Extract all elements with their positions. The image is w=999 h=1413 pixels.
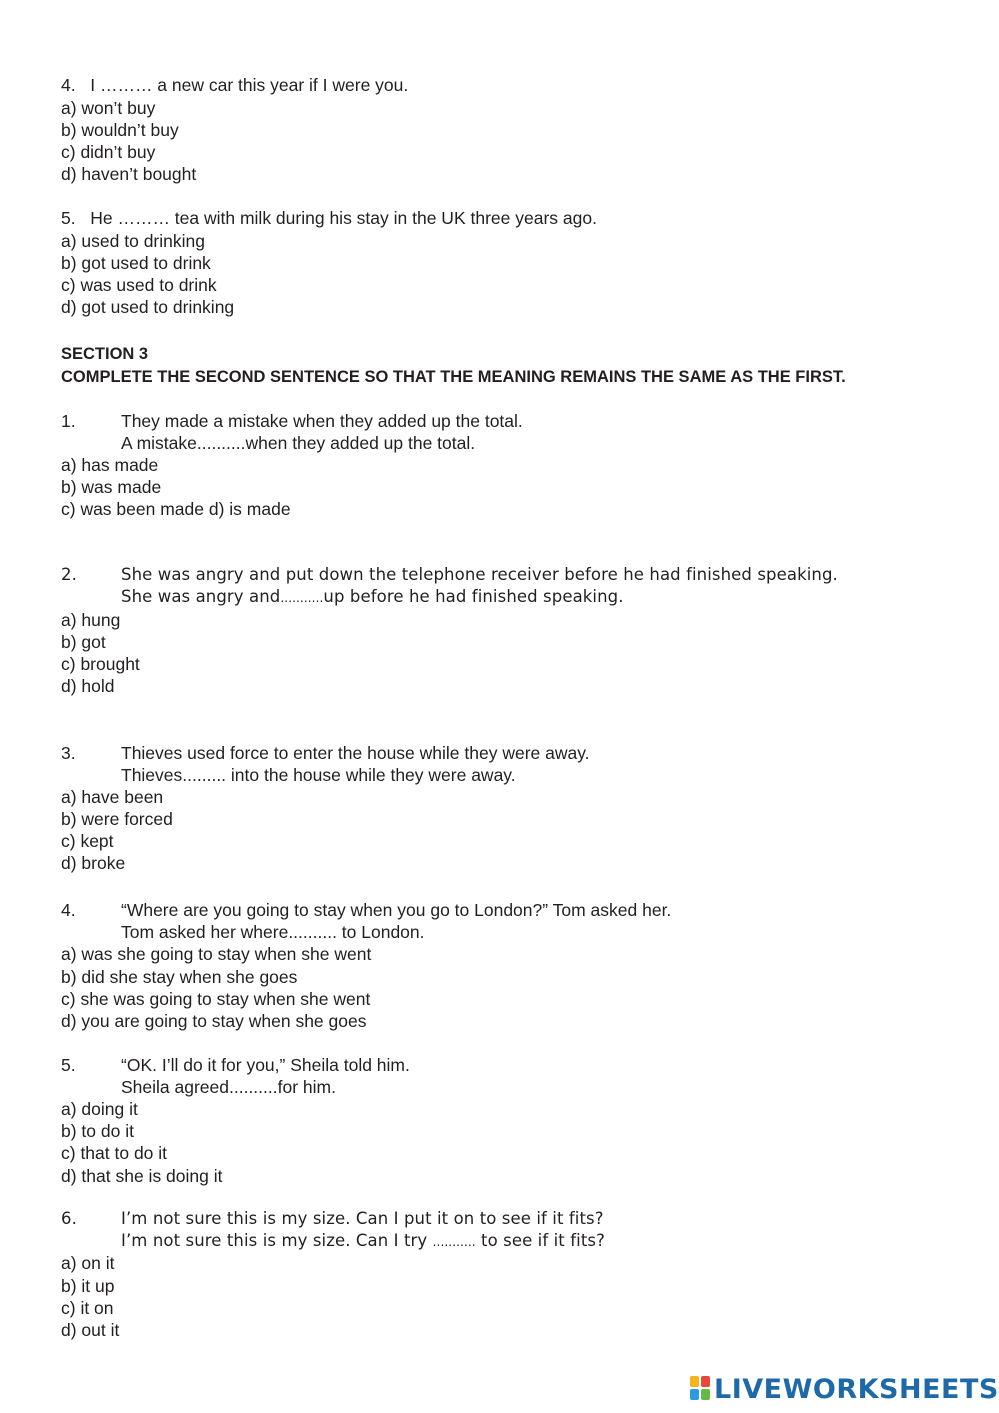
s3-q1-option-a: a) has made [61, 455, 159, 475]
s3-q6-number: 6. [61, 1209, 77, 1228]
s3-q2-option-c: c) brought [61, 654, 140, 674]
s3-q5-option-a: a) doing it [61, 1099, 138, 1119]
s3-q2-option-b: b) got [61, 632, 106, 652]
s3-q4-option-d: d) you are going to stay when she goes [61, 1011, 367, 1031]
s3-q1-option-b: b) was made [61, 477, 162, 497]
s3-q2-option-a: a) hung [61, 610, 121, 630]
s3-q1-rewrite: A mistake..........when they added up the total. [121, 433, 476, 453]
s3-q5-number: 5. [61, 1055, 76, 1075]
s3-q5-sentence: “OK. I’ll do it for you,” Sheila told him. [121, 1055, 410, 1075]
liveworksheets-logo[interactable] [690, 1374, 999, 1404]
s3-q3-rewrite: Thieves......... into the house while they were away. [121, 765, 516, 785]
s3-q1-sentence: They made a mistake when they added up the total. [121, 411, 523, 431]
s3-q3-number: 3. [61, 743, 76, 763]
s3-q5-option-d: d) that she is doing it [61, 1166, 223, 1186]
logo-text: LIVEWORKSHEETS [714, 1373, 999, 1405]
s3-q2-sentence: She was angry and put down the telephone receiver before he had finished speaking. [121, 565, 838, 584]
s3-q2-number: 2. [61, 565, 77, 584]
s3-q4-sentence: “Where are you going to stay when you go to London?” Tom asked her. [121, 900, 672, 920]
question-4-option-d: d) haven’t bought [61, 164, 197, 184]
s3-q2-option-d: d) hold [61, 676, 115, 696]
s3-q6-option-a: a) on it [61, 1253, 115, 1273]
question-5-option-a: a) used to drinking [61, 231, 205, 251]
s3-q1-option-c: c) was been made d) is made [61, 499, 291, 519]
question-4-option-a: a) won’t buy [61, 98, 156, 118]
section-instruction: COMPLETE THE SECOND SENTENCE SO THAT THE MEANING REMAINS THE SAME AS THE FIRST. [61, 368, 846, 386]
s3-q3-option-c: c) kept [61, 831, 114, 851]
question-5-option-b: b) got used to drink [61, 253, 211, 273]
s3-q6-rewrite: I’m not sure this is my size. Can I try ........... to see if it fits? [121, 1231, 605, 1250]
section-title: SECTION 3 [61, 345, 149, 363]
question-5-stem: 5. He ……… tea with milk during his stay in the UK three years ago. [61, 208, 597, 228]
s3-q1-number: 1. [61, 411, 76, 431]
s3-q6-option-d: d) out it [61, 1320, 120, 1340]
s3-q3-option-b: b) were forced [61, 809, 173, 829]
s3-q4-option-c: c) she was going to stay when she went [61, 989, 371, 1009]
s3-q3-option-a: a) have been [61, 787, 164, 807]
s3-q4-number: 4. [61, 900, 76, 920]
s3-q5-option-b: b) to do it [61, 1121, 134, 1141]
s3-q4-rewrite: Tom asked her where.......... to London. [121, 922, 425, 942]
s3-q3-sentence: Thieves used force to enter the house while they were away. [121, 743, 590, 763]
s3-q6-option-c: c) it on [61, 1298, 114, 1318]
question-4-stem: 4. I ……… a new car this year if I were you. [61, 75, 409, 95]
s3-q5-option-c: c) that to do it [61, 1143, 168, 1163]
question-5-option-d: d) got used to drinking [61, 297, 235, 317]
question-5-option-c: c) was used to drink [61, 275, 217, 295]
s3-q5-rewrite: Sheila agreed..........for him. [121, 1077, 336, 1097]
question-4-option-c: c) didn’t buy [61, 142, 156, 162]
s3-q6-sentence: I’m not sure this is my size. Can I put it on to see if it fits? [121, 1209, 604, 1228]
s3-q2-rewrite: She was angry and...........up before he had finished speaking. [121, 587, 624, 606]
s3-q3-option-d: d) broke [61, 853, 126, 873]
s3-q6-option-b: b) it up [61, 1276, 115, 1296]
s3-q4-option-b: b) did she stay when she goes [61, 967, 298, 987]
liveworksheets-logo-icon [690, 1376, 712, 1402]
s3-q4-option-a: a) was she going to stay when she went [61, 944, 372, 964]
question-4-option-b: b) wouldn’t buy [61, 120, 179, 140]
